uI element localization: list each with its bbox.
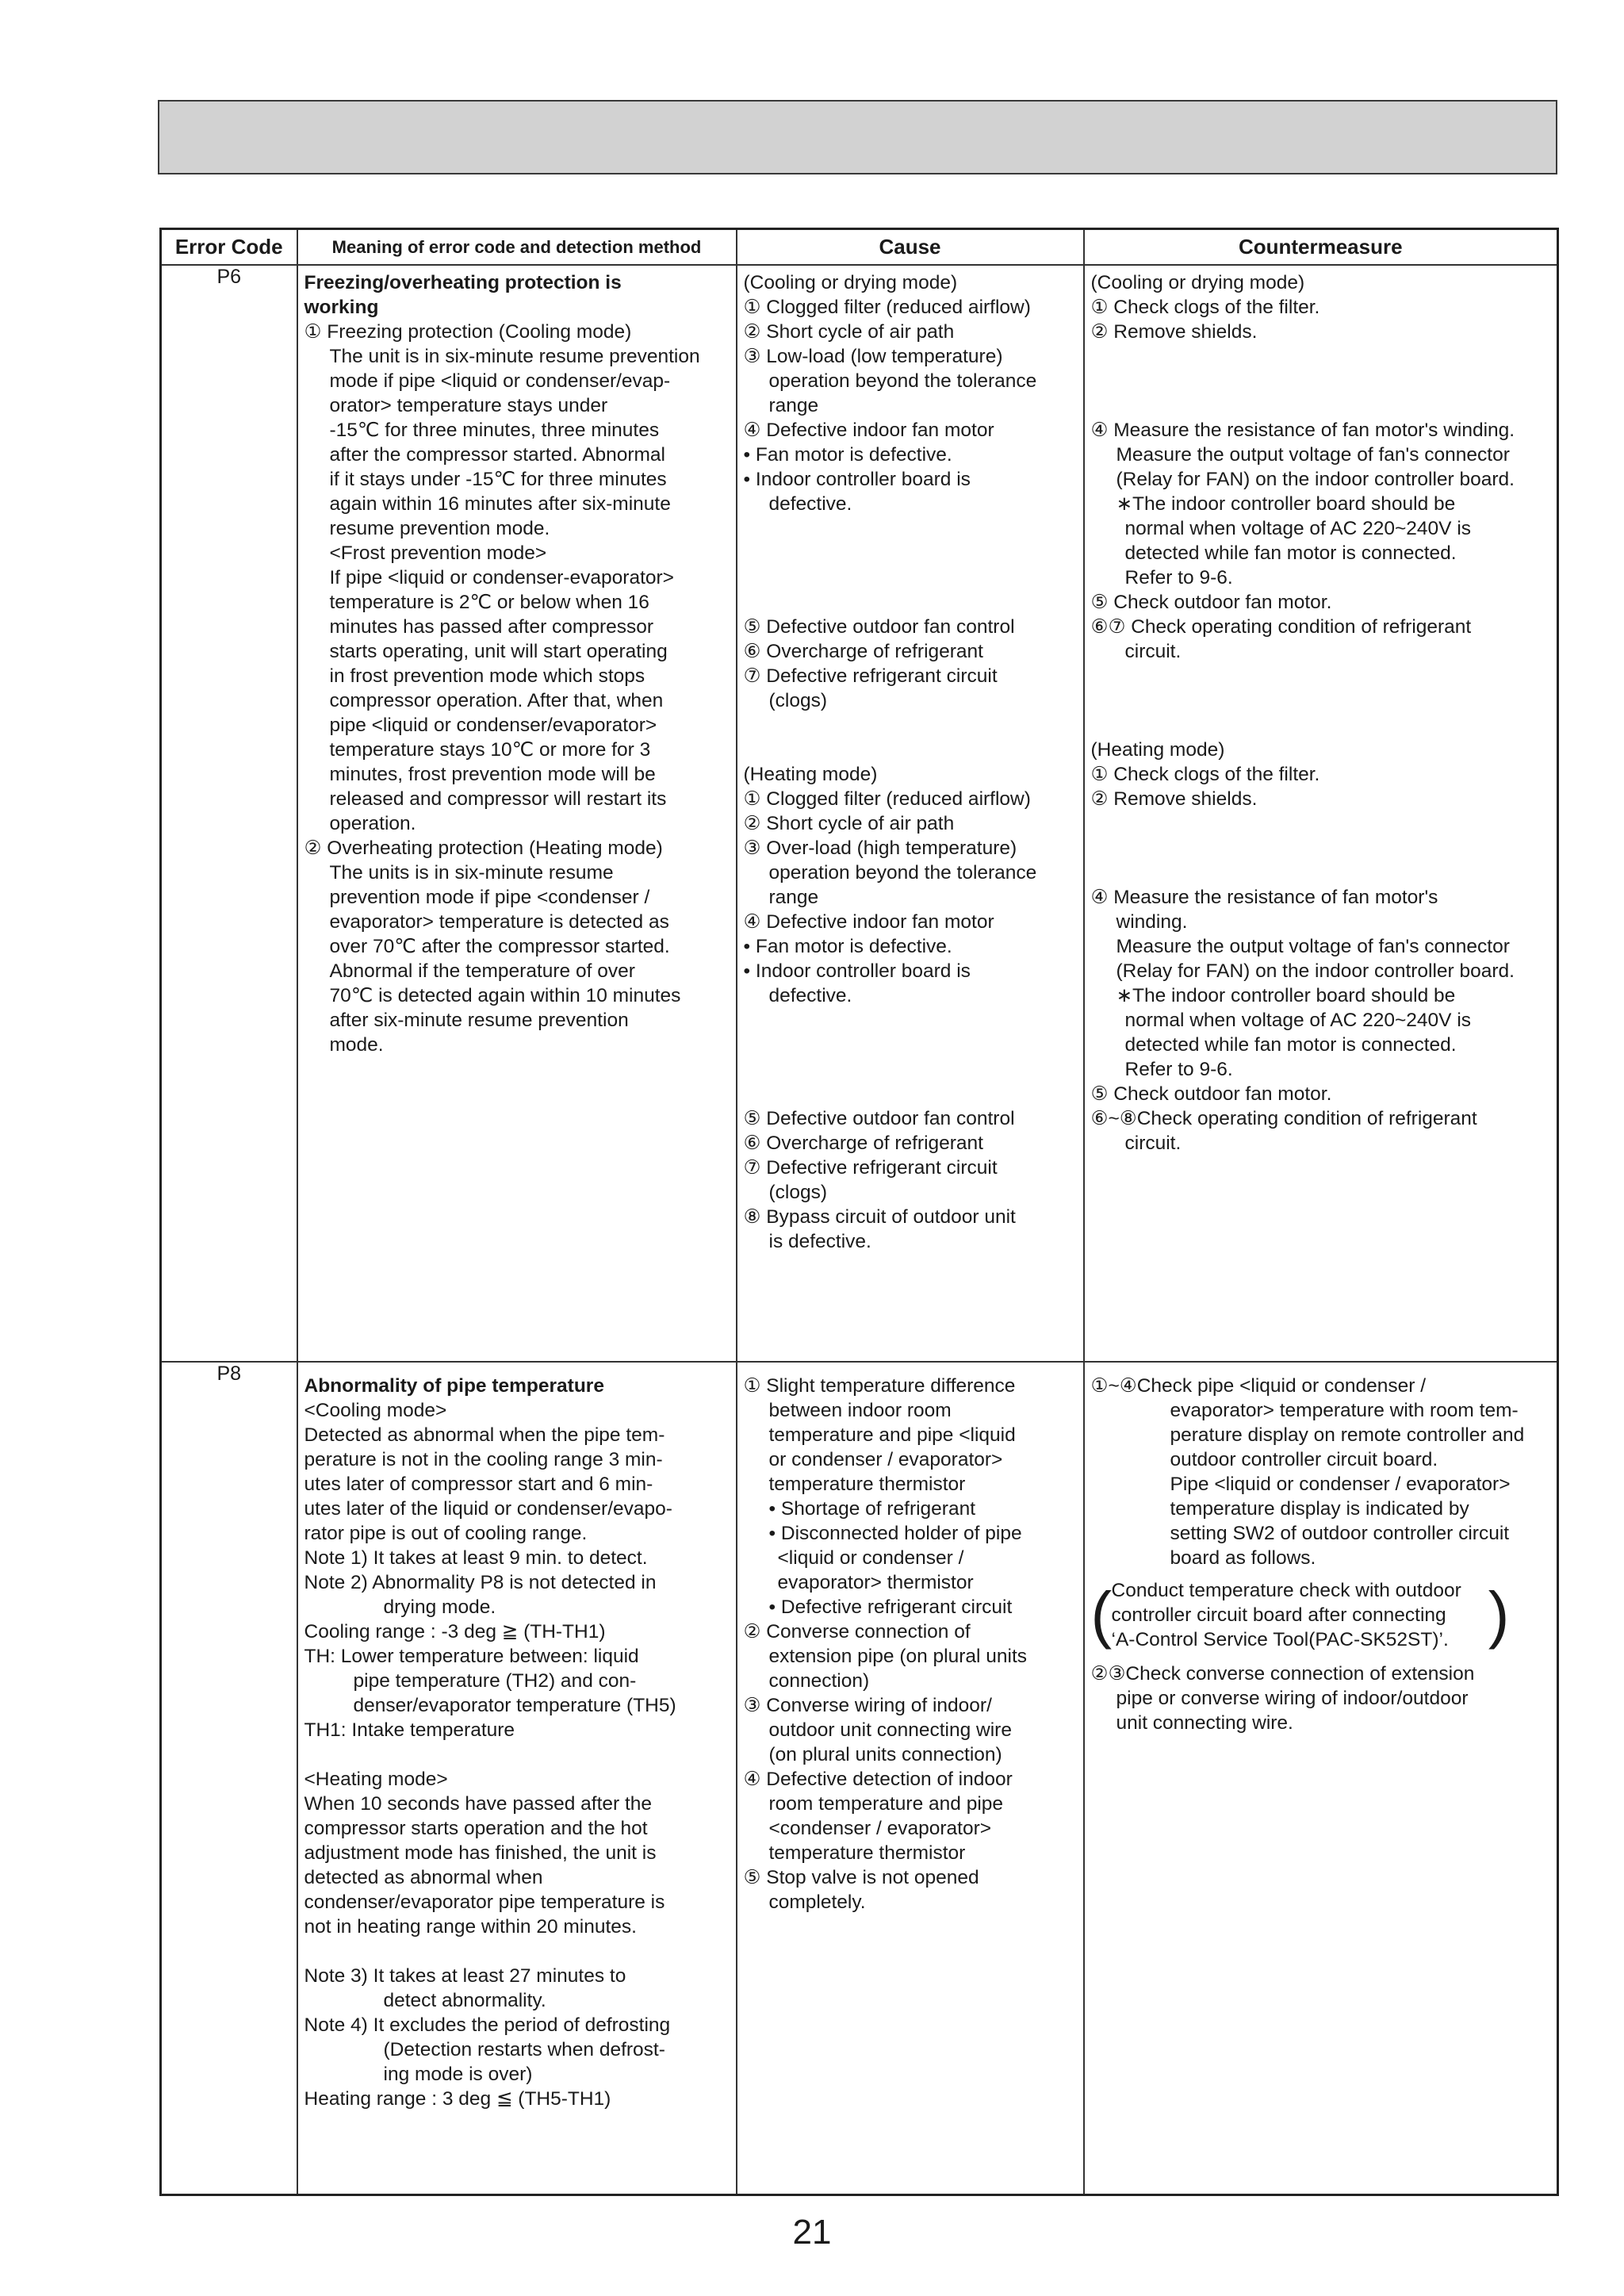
meaning-cell-p6 — [297, 265, 737, 1362]
text-line: Pipe <liquid or condenser / evaporator> — [1170, 1474, 1511, 1495]
text-line: resume prevention mode. — [329, 518, 550, 539]
text-line: ② Remove shields. — [1090, 321, 1258, 343]
text-line: If pipe <liquid or condenser-evaporator> — [329, 567, 674, 588]
text-line: ⑥ Overcharge of refrigerant — [743, 1133, 983, 1154]
text-line: circuit. — [1124, 1133, 1182, 1154]
text-line: controller circuit board after connecting — [1111, 1604, 1446, 1626]
text-line: • Shortage of refrigerant — [768, 1498, 976, 1520]
page-number: 21 — [792, 2213, 832, 2252]
table-row-p6 — [161, 265, 1558, 1362]
text-line: operation beyond the tolerance — [768, 370, 1037, 392]
text-line: extension pipe (on plural units — [768, 1646, 1028, 1667]
text-line: ① Freezing protection (Cooling mode) — [304, 321, 632, 343]
text-line: unit connecting wire. — [1116, 1712, 1293, 1734]
text-line: drying mode. — [383, 1596, 496, 1618]
text-line: • Defective refrigerant circuit — [768, 1596, 1013, 1618]
text-line: Refer to 9-6. — [1124, 1059, 1233, 1080]
header-countermeasure: Countermeasure — [1084, 229, 1558, 266]
text-line: is defective. — [768, 1231, 871, 1252]
table-row-p8 — [161, 1362, 1558, 2194]
text-line: mode if pipe <liquid or condenser/evap- — [329, 370, 671, 392]
text-line: compressor operation. After that, when — [329, 690, 664, 711]
text-line: ①~④Check pipe <liquid or condenser / — [1090, 1375, 1427, 1397]
text-line: ④ Measure the resistance of fan motor's — [1090, 887, 1438, 908]
text-line: (on plural units connection) — [768, 1744, 1002, 1765]
text-line: circuit. — [1124, 641, 1182, 662]
text-line: temperature display is indicated by — [1170, 1498, 1469, 1520]
text-line: <condenser / evaporator> — [768, 1818, 992, 1839]
text-line: <Heating mode> — [304, 1769, 448, 1790]
text-line: ∗The indoor controller board should be — [1116, 985, 1456, 1006]
text-line: ⑤ Defective outdoor fan control — [743, 1108, 1015, 1129]
text-line: compressor starts operation and the hot — [304, 1818, 648, 1839]
text-line: rator pipe is out of cooling range. — [304, 1523, 588, 1544]
error-code-p6: P6 — [161, 265, 297, 1362]
text-line: ① Clogged filter (reduced airflow) — [743, 297, 1031, 318]
text-line: Note 3) It takes at least 27 minutes to — [304, 1965, 626, 1987]
text-line: ③ Over-load (high temperature) — [743, 838, 1017, 859]
text-line: • Indoor controller board is — [743, 469, 971, 490]
text-line: ⑤ Check outdoor fan motor. — [1090, 592, 1332, 613]
countermeasure-cell-p6 — [1084, 265, 1558, 1362]
text-line: temperature is 2℃ or below when 16 — [329, 592, 649, 613]
text-line: ④ Defective indoor fan motor — [743, 420, 994, 441]
text-line: (Relay for FAN) on the indoor controller board. — [1116, 469, 1515, 490]
text-line: pipe temperature (TH2) and con- — [353, 1670, 637, 1692]
cause-cell-p8 — [737, 1362, 1084, 2194]
text-line: ⑦ Defective refrigerant circuit — [743, 1157, 998, 1179]
text-line: ③ Converse wiring of indoor/ — [743, 1695, 992, 1716]
text-line: ① Check clogs of the filter. — [1090, 764, 1320, 785]
text-line: <Frost prevention mode> — [329, 542, 547, 564]
section-header-bar — [158, 100, 1557, 174]
text-line: temperature thermistor — [768, 1474, 966, 1495]
text-line: <liquid or condenser / — [777, 1547, 964, 1569]
text-line: minutes, frost prevention mode will be — [329, 764, 656, 785]
text-line: adjustment mode has finished, the unit is — [304, 1842, 657, 1864]
text-line: ‘A-Control Service Tool(PAC-SK52ST)’. — [1111, 1629, 1449, 1650]
text-line: ② Overheating protection (Heating mode) — [304, 838, 663, 859]
text-line: Conduct temperature check with outdoor — [1111, 1580, 1461, 1601]
text-line: over 70℃ after the compressor started. — [329, 936, 670, 957]
text-line: defective. — [768, 985, 852, 1006]
text-line: detected while fan motor is connected. — [1124, 542, 1457, 564]
text-line: The units is in six-minute resume — [329, 862, 614, 884]
text-line: outdoor controller circuit board. — [1170, 1449, 1438, 1470]
text-line: Abnormality of pipe temperature — [304, 1375, 604, 1397]
text-line: utes later of the liquid or condenser/evapo- — [304, 1498, 672, 1520]
text-line: detect abnormality. — [383, 1990, 546, 2011]
cause-cell-p6 — [737, 265, 1084, 1362]
text-line: The unit is in six-minute resume prevention — [329, 346, 700, 367]
header-error-code: Error Code — [161, 229, 297, 266]
text-line: • Disconnected holder of pipe — [768, 1523, 1022, 1544]
text-line: temperature stays 10℃ or more for 3 — [329, 739, 651, 761]
text-line: 70℃ is detected again within 10 minutes — [329, 985, 681, 1006]
text-line: defective. — [768, 493, 852, 515]
text-line: <Cooling mode> — [304, 1400, 447, 1421]
text-line: not in heating range within 20 minutes. — [304, 1916, 637, 1938]
text-line: perature is not in the cooling range 3 min- — [304, 1449, 663, 1470]
text-line: evaporator> thermistor — [777, 1572, 974, 1593]
text-line: Note 4) It excludes the period of defrosting — [304, 2014, 671, 2036]
text-line: again within 16 minutes after six-minute — [329, 493, 671, 515]
text-line: (Heating mode) — [743, 764, 878, 785]
text-line: after six-minute resume prevention — [329, 1010, 629, 1031]
text-line: after the compressor started. Abnormal — [329, 444, 665, 466]
text-line: ③ Low-load (low temperature) — [743, 346, 1003, 367]
text-line: temperature and pipe <liquid — [768, 1424, 1016, 1446]
text-line: • Fan motor is defective. — [743, 936, 952, 957]
text-line: condenser/evaporator pipe temperature is — [304, 1892, 665, 1913]
text-line: starts operating, unit will start operating — [329, 641, 668, 662]
text-line: ② Converse connection of — [743, 1621, 971, 1642]
text-line: setting SW2 of outdoor controller circuit — [1170, 1523, 1510, 1544]
text-line: detected while fan motor is connected. — [1124, 1034, 1457, 1056]
text-line: ① Slight temperature difference — [743, 1375, 1016, 1397]
text-line: normal when voltage of AC 220~240V is — [1124, 518, 1472, 539]
text-line: Note 2) Abnormality P8 is not detected in — [304, 1572, 657, 1593]
right-bracket-icon: ) — [1488, 1579, 1510, 1650]
text-line: (clogs) — [768, 690, 828, 711]
text-line: room temperature and pipe — [768, 1793, 1004, 1815]
text-line: perature display on remote controller and — [1170, 1424, 1525, 1446]
text-line: Freezing/overheating protection is — [304, 272, 622, 293]
text-line: in frost prevention mode which stops — [329, 665, 645, 687]
text-line: ⑤ Stop valve is not opened — [743, 1867, 979, 1888]
text-line: Abnormal if the temperature of over — [329, 960, 635, 982]
left-bracket-icon: ( — [1090, 1579, 1113, 1650]
text-line: temperature thermistor — [768, 1842, 966, 1864]
text-line: ① Check clogs of the filter. — [1090, 297, 1320, 318]
text-line: connection) — [768, 1670, 870, 1692]
meaning-cell-p8 — [297, 1362, 737, 2194]
error-code-p8: P8 — [161, 1362, 297, 2194]
text-line: evaporator> temperature is detected as — [329, 911, 669, 933]
text-line: evaporator> temperature with room tem- — [1170, 1400, 1519, 1421]
text-line: range — [768, 395, 819, 416]
text-line: Note 1) It takes at least 9 min. to detect. — [304, 1547, 648, 1569]
text-line: • Fan motor is defective. — [743, 444, 952, 466]
error-code-table — [159, 228, 1559, 2196]
countermeasure-cell-p8 — [1084, 1362, 1558, 2194]
text-line: ⑦ Defective refrigerant circuit — [743, 665, 998, 687]
header-meaning: Meaning of error code and detection method — [297, 229, 737, 266]
text-line: ④ Defective detection of indoor — [743, 1769, 1013, 1790]
text-line: When 10 seconds have passed after the — [304, 1793, 653, 1815]
text-line: (Relay for FAN) on the indoor controller board. — [1116, 960, 1515, 982]
text-line: outdoor unit connecting wire — [768, 1719, 1012, 1741]
text-line: TH1: Intake temperature — [304, 1719, 515, 1741]
table-header-row — [161, 229, 1558, 266]
text-line: minutes has passed after compressor — [329, 616, 654, 638]
text-line: between indoor room — [768, 1400, 952, 1421]
text-line: ⑥⑦ Check operating condition of refrigerant — [1090, 616, 1472, 638]
text-line: operation. — [329, 813, 416, 834]
text-line: mode. — [329, 1034, 384, 1056]
text-line: winding. — [1116, 911, 1188, 933]
text-line: prevention mode if pipe <condenser / — [329, 887, 650, 908]
text-line: pipe or converse wiring of indoor/outdoor — [1116, 1688, 1469, 1709]
text-line: ② Short cycle of air path — [743, 321, 955, 343]
bracket-note — [1091, 1578, 1551, 1652]
text-line: ② Remove shields. — [1090, 788, 1258, 810]
text-line: -15℃ for three minutes, three minutes — [329, 420, 660, 441]
text-line: TH: Lower temperature between: liquid — [304, 1646, 639, 1667]
text-line: ① Clogged filter (reduced airflow) — [743, 788, 1031, 810]
text-line: ⑤ Defective outdoor fan control — [743, 616, 1015, 638]
text-line: ⑥ Overcharge of refrigerant — [743, 641, 983, 662]
text-line: Measure the output voltage of fan's connector — [1116, 444, 1510, 466]
text-line: ④ Defective indoor fan motor — [743, 911, 994, 933]
text-line: Heating range : 3 deg ≦ (TH5-TH1) — [304, 2088, 611, 2110]
text-line: detected as abnormal when — [304, 1867, 543, 1888]
text-line: ⑧ Bypass circuit of outdoor unit — [743, 1206, 1016, 1228]
text-line: pipe <liquid or condenser/evaporator> — [329, 715, 657, 736]
text-line: working — [304, 297, 379, 318]
text-line: operation beyond the tolerance — [768, 862, 1037, 884]
text-line: (Cooling or drying mode) — [743, 272, 958, 293]
text-line: Refer to 9-6. — [1124, 567, 1233, 588]
text-line: (Cooling or drying mode) — [1090, 272, 1305, 293]
text-line: (Heating mode) — [1090, 739, 1225, 761]
text-line: Detected as abnormal when the pipe tem- — [304, 1424, 665, 1446]
text-line: ②③Check converse connection of extension — [1090, 1663, 1475, 1685]
text-line: range — [768, 887, 819, 908]
text-line: completely. — [768, 1892, 866, 1913]
text-line: • Indoor controller board is — [743, 960, 971, 982]
text-line: or condenser / evaporator> — [768, 1449, 1003, 1470]
header-cause: Cause — [737, 229, 1084, 266]
text-line: (clogs) — [768, 1182, 828, 1203]
text-line: ∗The indoor controller board should be — [1116, 493, 1456, 515]
text-line: orator> temperature stays under — [329, 395, 608, 416]
text-line: Measure the output voltage of fan's connector — [1116, 936, 1510, 957]
text-line: denser/evaporator temperature (TH5) — [353, 1695, 676, 1716]
text-line: if it stays under -15℃ for three minutes — [329, 469, 667, 490]
text-line: released and compressor will restart its — [329, 788, 667, 810]
text-line: ② Short cycle of air path — [743, 813, 955, 834]
text-line: board as follows. — [1170, 1547, 1316, 1569]
text-line: ⑤ Check outdoor fan motor. — [1090, 1083, 1332, 1105]
text-line: Cooling range : -3 deg ≧ (TH-TH1) — [304, 1621, 606, 1642]
text-line: utes later of compressor start and 6 min- — [304, 1474, 653, 1495]
text-line: ⑥~⑧Check operating condition of refrigerant — [1090, 1108, 1477, 1129]
text-line: ing mode is over) — [383, 2064, 533, 2085]
text-line: (Detection restarts when defrost- — [383, 2039, 665, 2060]
text-line: ④ Measure the resistance of fan motor's winding. — [1090, 420, 1515, 441]
text-line: normal when voltage of AC 220~240V is — [1124, 1010, 1472, 1031]
